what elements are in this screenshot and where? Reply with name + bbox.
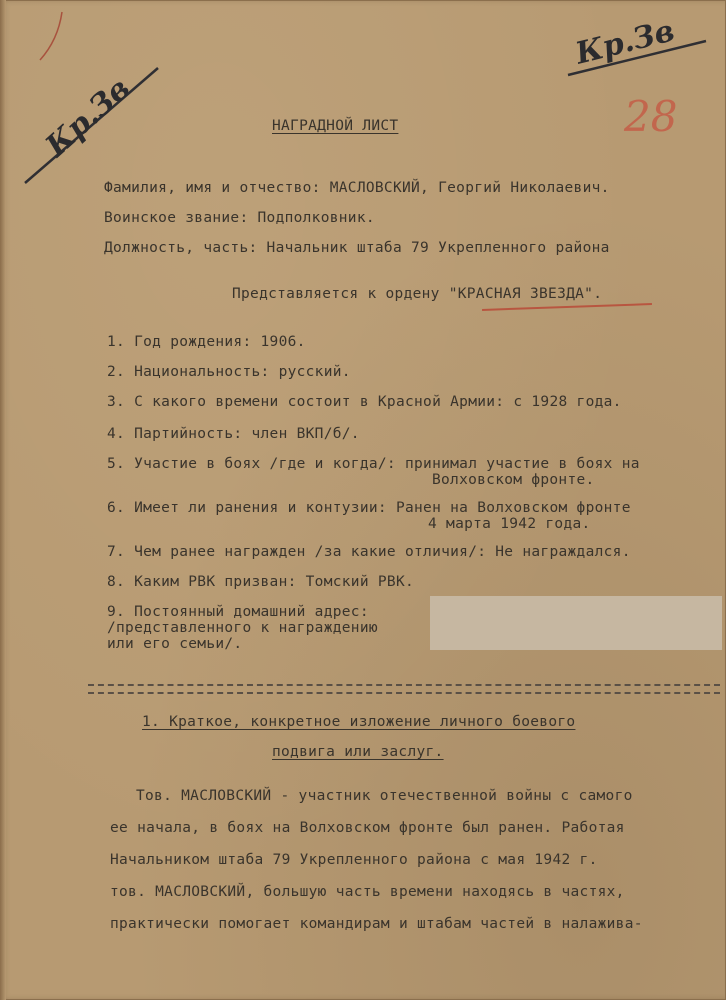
item-wounds: 6. Имеет ли ранения и контузии: Ранен на Волховском фронте: [107, 500, 631, 516]
document-title: НАГРАДНОЙ ЛИСТ: [272, 118, 399, 134]
handwritten-note-top-left: Кр.Зв: [39, 71, 137, 164]
body-line-1: Тов. МАСЛОВСКИЙ - участник отечественной войны с самого: [136, 788, 633, 804]
item-awards: 7. Чем ранее награжден /за какие отличия/: Не награждался.: [107, 544, 631, 560]
body-line-2: ее начала, в боях на Волховском фронте был ранен. Работая: [110, 820, 625, 836]
field-post: Должность, часть: Начальник штаба 79 Укрепленного района: [104, 240, 610, 256]
section-title-line-2: подвига или заслуг.: [272, 744, 444, 760]
item-address-cont1: /представленного к награждению: [107, 620, 378, 636]
field-rank: Воинское звание: Подполковник.: [104, 210, 375, 226]
item-wounds-cont: 4 марта 1942 года.: [428, 516, 591, 532]
nomination-line: Представляется к ордену "КРАСНАЯ ЗВЕЗДА".: [232, 286, 603, 302]
body-line-5: практически помогает командирам и штабам частей в налажива-: [110, 916, 643, 932]
item-rvk: 8. Каким РВК призван: Томский РВК.: [107, 574, 415, 590]
item-address: 9. Постоянный домашний адрес:: [107, 604, 369, 620]
item-combat-cont: Волховском фронте.: [432, 472, 595, 488]
dashed-divider: [88, 684, 720, 694]
item-combat: 5. Участие в боях /где и когда/: принимал участие в боях на: [107, 456, 640, 472]
item-party: 4. Партийность: член ВКП/б/.: [107, 426, 360, 442]
faint-red-mark: [40, 12, 62, 60]
field-fio: Фамилия, имя и отчество: МАСЛОВСКИЙ, Георгий Николаевич.: [104, 180, 610, 196]
redaction-block: [430, 596, 722, 650]
body-line-3: Начальником штаба 79 Укрепленного района с мая 1942 г.: [110, 852, 598, 868]
item-address-cont2: или его семьи/.: [107, 636, 243, 652]
item-nationality: 2. Национальность: русский.: [107, 364, 351, 380]
item-birth-year: 1. Год рождения: 1906.: [107, 334, 306, 350]
page-number-handwritten: 28: [624, 92, 678, 141]
section-title-line-1: 1. Краткое, конкретное изложение личного боевого: [142, 714, 576, 730]
body-line-4: тов. МАСЛОВСКИЙ, большую часть времени находясь в частях,: [110, 884, 625, 900]
handwritten-note-top-right: Кр.Зв: [572, 13, 678, 72]
item-service-since: 3. С какого времени состоит в Красной Армии: с 1928 года.: [107, 394, 622, 410]
